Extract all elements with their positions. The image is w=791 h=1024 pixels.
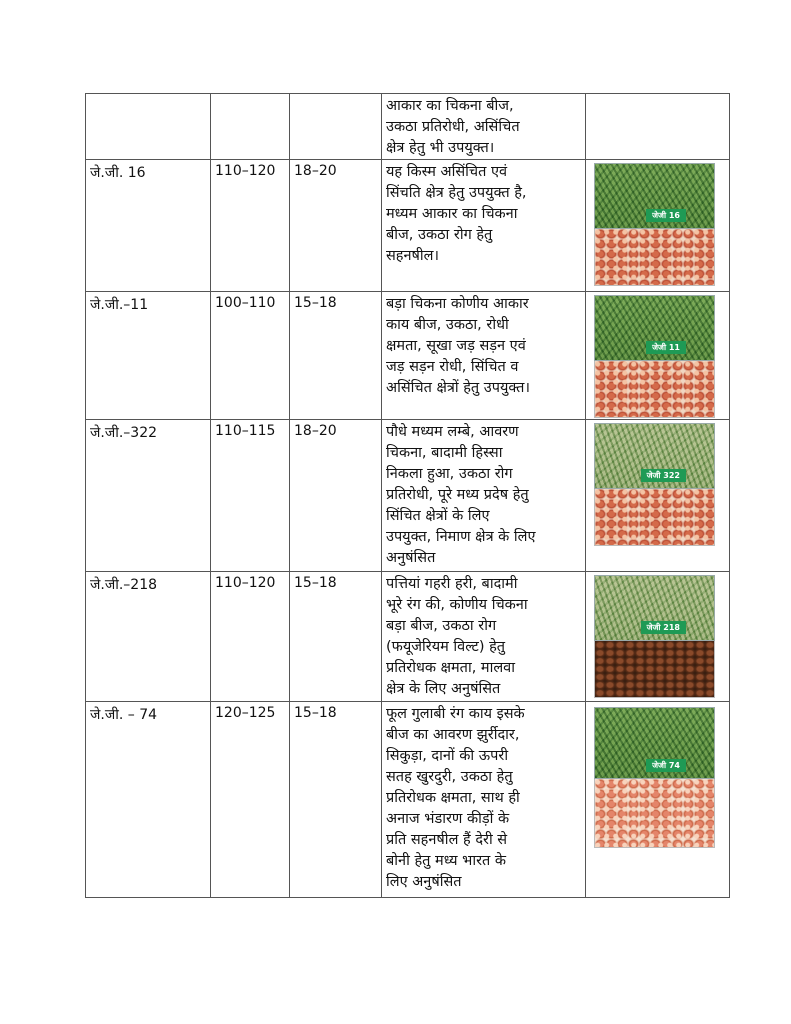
crop-field-image [594, 163, 715, 229]
yield-cell [290, 94, 382, 160]
yield-cell [290, 160, 382, 292]
yield-cell [290, 702, 382, 898]
yield-value: 15–18 [294, 705, 337, 721]
image-label: जेजी 74 [646, 759, 686, 772]
variety-name: जे.जी.–322 [90, 425, 158, 441]
image-cell [586, 160, 730, 292]
variety-table [85, 93, 730, 898]
description-cell [382, 292, 586, 420]
duration-value: 120–125 [215, 705, 276, 721]
yield-value: 18–20 [294, 163, 337, 179]
variety-cell [86, 160, 211, 292]
duration-value: 110–120 [215, 163, 276, 179]
variety-name: जे.जी. – 74 [90, 707, 158, 723]
seed-image [594, 489, 715, 546]
variety-cell [86, 702, 211, 898]
duration-cell [211, 420, 290, 572]
table-row [86, 292, 730, 420]
yield-value: 15–18 [294, 575, 337, 591]
variety-photo [594, 423, 715, 546]
image-label: जेजी 218 [641, 621, 686, 634]
image-cell [586, 572, 730, 702]
variety-cell [86, 94, 211, 160]
description-cell [382, 572, 586, 702]
table-row [86, 572, 730, 702]
variety-description: बड़ा चिकना कोणीय आकार काय बीज, उकठा, रोधी क्षमता, सूखा जड़ सड़न एवं जड़ सड़न रोधी, सिंचित व असिंचित क्षेत्रों हेतु उपयुक्त। [386, 296, 530, 396]
image-cell [586, 94, 730, 160]
variety-photo [594, 295, 715, 418]
variety-name: जे.जी.–11 [90, 297, 149, 313]
variety-description: यह किस्म असिंचित एवं सिंचति क्षेत्र हेतु उपयुक्त है, मध्यम आकार का चिकना बीज, उकठा रोग हेतु सहनषील। [386, 164, 527, 264]
variety-photo [594, 575, 715, 698]
yield-cell [290, 420, 382, 572]
variety-description: पत्तियां गहरी हरी, बादामी भूरे रंग की, कोणीय चिकना बड़ा बीज, उकठा रोग (फयूजेरियम विल्ट) हेतु प्रतिरोधक क्षमता, मालवा क्षेत्र के लिए अनुषंसित [386, 576, 528, 697]
crop-field-image [594, 423, 715, 489]
seed-image [594, 641, 715, 698]
variety-description: पौधे मध्यम लम्बे, आवरण चिकना, बादामी हिस्सा निकला हुआ, उकठा रोग प्रतिरोधी, पूरे मध्य प्रदेष हेतु सिंचित क्षेत्रों के लिए उपयुक्त, निमाण क्षेत्र के लिए अनुषंसित [386, 424, 536, 566]
seed-image [594, 229, 715, 286]
variety-photo [594, 707, 715, 848]
description-cell [382, 94, 586, 160]
description-cell [382, 702, 586, 898]
crop-field-image [594, 707, 715, 779]
variety-photo [594, 163, 715, 286]
variety-cell [86, 572, 211, 702]
variety-description: फूल गुलाबी रंग काय इसके बीज का आवरण झुर्रीदार, सिकुड़ा, दानों की ऊपरी सतह खुरदुरी, उकठा हेतु प्रतिरोधक क्षमता, साथ ही अनाज भंडारण कीड़ों के प्रति सहनषील हैं देरी से बोनी हेतु मध्य भारत के लिए अनुषंसित [386, 706, 525, 890]
image-label: जेजी 11 [646, 341, 686, 354]
variety-name: जे.जी.–218 [90, 577, 158, 593]
yield-cell [290, 572, 382, 702]
duration-cell [211, 160, 290, 292]
table-row [86, 702, 730, 898]
duration-cell [211, 94, 290, 160]
yield-value: 15–18 [294, 295, 337, 311]
variety-cell [86, 292, 211, 420]
crop-field-image [594, 295, 715, 361]
seed-image [594, 779, 715, 848]
image-label: जेजी 322 [641, 469, 686, 482]
table-row [86, 420, 730, 572]
variety-cell [86, 420, 211, 572]
duration-value: 110–115 [215, 423, 276, 439]
variety-name: जे.जी. 16 [90, 165, 146, 181]
duration-cell [211, 292, 290, 420]
table-row [86, 94, 730, 160]
yield-cell [290, 292, 382, 420]
duration-value: 110–120 [215, 575, 276, 591]
variety-description: आकार का चिकना बीज, उकठा प्रतिरोधी, असिंचित क्षेत्र हेतु भी उपयुक्त। [386, 98, 520, 156]
image-cell [586, 702, 730, 898]
yield-value: 18–20 [294, 423, 337, 439]
description-cell [382, 160, 586, 292]
seed-image [594, 361, 715, 418]
duration-cell [211, 702, 290, 898]
table-row [86, 160, 730, 292]
image-label: जेजी 16 [646, 209, 686, 222]
image-cell [586, 420, 730, 572]
duration-cell [211, 572, 290, 702]
duration-value: 100–110 [215, 295, 276, 311]
description-cell [382, 420, 586, 572]
image-cell [586, 292, 730, 420]
crop-field-image [594, 575, 715, 641]
